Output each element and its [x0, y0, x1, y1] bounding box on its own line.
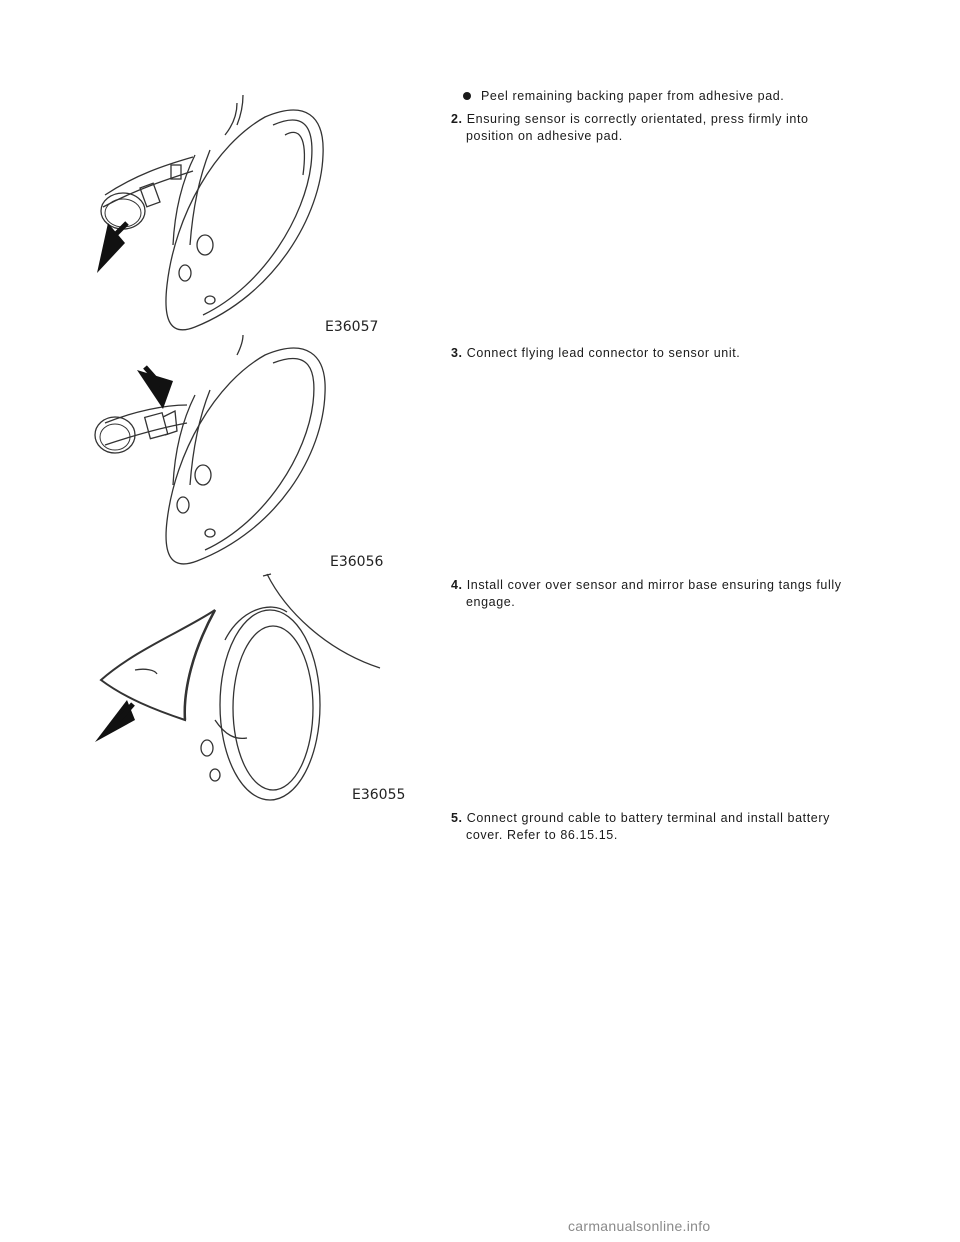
mirror-cover-illustration [75, 570, 415, 810]
step-text-line2: cover. Refer to 86.15.15. [466, 828, 618, 842]
mirror-connector-illustration [75, 335, 415, 570]
figure-code: E36055 [352, 787, 406, 803]
step-text-line1: Connect flying lead connector to sensor unit. [466, 346, 741, 360]
step-text-line2: position on adhesive pad. [466, 129, 623, 143]
figure-sensor-adhesive [75, 95, 415, 340]
watermark: carmanualsonline.info [568, 1218, 711, 1234]
step-text-line2: engage. [466, 595, 516, 609]
step-4 [451, 577, 871, 611]
figure-install-cover [75, 570, 415, 810]
figure-code: E36056 [330, 554, 384, 570]
step-5 [451, 810, 871, 844]
step-number: 2. [451, 112, 463, 126]
mirror-sensor-illustration [75, 95, 415, 340]
step-number: 5. [451, 811, 463, 825]
step-number: 4. [451, 578, 463, 592]
step-2 [451, 111, 871, 145]
step-text-line1: Connect ground cable to battery terminal and install battery [466, 811, 830, 825]
figure-code: E36057 [325, 319, 379, 335]
step-text-line1: Ensuring sensor is correctly orientated, press firmly into [466, 112, 809, 126]
figure-connect-lead [75, 335, 415, 570]
bullet-item [481, 89, 784, 103]
step-number: 3. [451, 346, 463, 360]
step-text-line1: Install cover over sensor and mirror base ensuring tangs fully [466, 578, 842, 592]
step-3 [451, 345, 871, 362]
bullet-icon [463, 92, 471, 100]
bullet-text: Peel remaining backing paper from adhesive pad. [481, 89, 785, 103]
